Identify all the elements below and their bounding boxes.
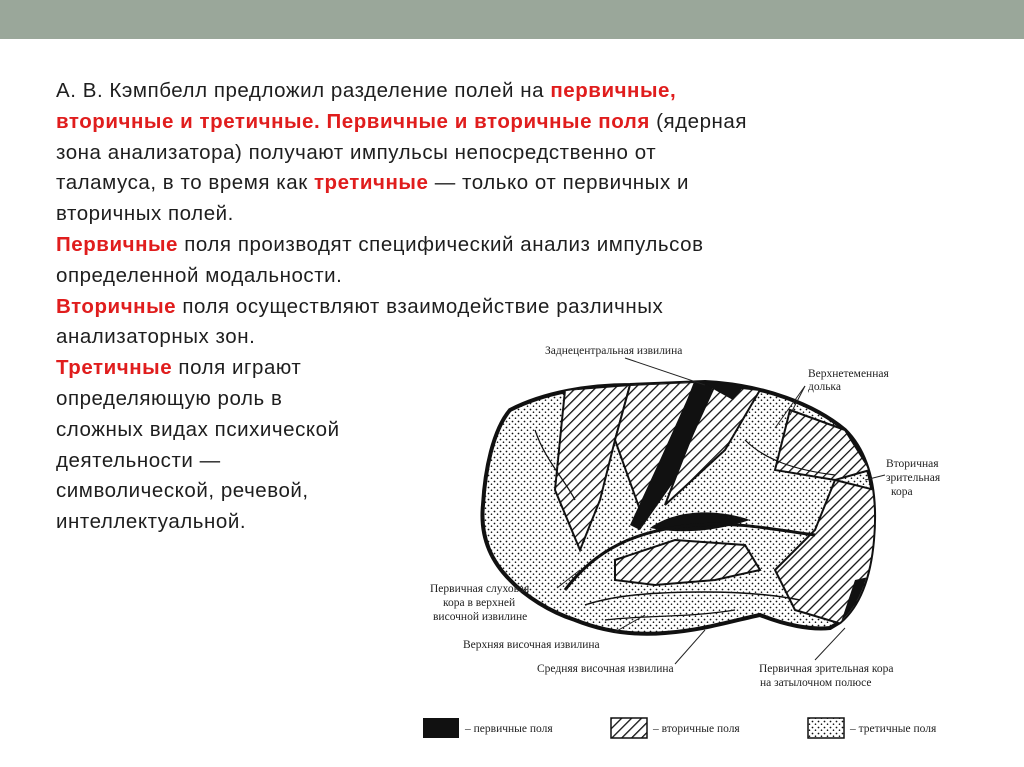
text-line-12: сложных видах психической [56, 417, 340, 441]
legend-label-tertiary: – третичные поля [850, 723, 937, 735]
text-plain: (ядерная [649, 109, 748, 133]
label-postcentral: Заднецентральная извилина [545, 345, 683, 357]
text-plain: А. В. Кэмпбелл предложил разделение полей на [56, 79, 551, 102]
brain-diagram [415, 330, 975, 750]
text-highlight: Третичные [56, 356, 173, 380]
text-plain: поля осуществляют взаимодействие различных [176, 294, 664, 318]
text-highlight: Первичные [56, 232, 179, 256]
label-prim-visual-1: Первичная зрительная кора [759, 663, 894, 675]
text-line-7: определенной модальности. [56, 263, 343, 287]
text-highlight: третичные [313, 171, 429, 195]
text-highlight: первичные, [550, 79, 677, 102]
text-line-15: интеллектуальной. [56, 510, 247, 534]
label-sup-temporal: Верхняя височная извилина [463, 639, 600, 651]
text-line-1 [56, 76, 956, 107]
text-plain: — только от первичных и [428, 171, 690, 195]
text-plain: поля производят специфический анализ импульсов [178, 232, 704, 256]
text-line-13: деятельности — [56, 448, 221, 472]
text-highlight: вторичные и третичные. Первичные и вторичные поля [56, 109, 650, 133]
text-plain: поля играют [172, 356, 302, 380]
text-line-3: зона анализатора) получают импульсы непосредственно от [56, 140, 657, 164]
text-line-9: анализаторных зон. [56, 325, 256, 349]
text-line-2 [56, 107, 956, 138]
label-sup-parietal-1: Верхнетеменная [808, 368, 889, 380]
label-sup-parietal-2: долька [808, 381, 841, 393]
text-line-5: вторичных полей. [56, 202, 234, 226]
text-line-4 [56, 168, 956, 199]
label-aud-1: Первичная слуховая [430, 583, 530, 595]
label-prim-visual-2: на затылочном полюсе [760, 677, 872, 689]
legend [423, 718, 937, 738]
text-plain: таламуса, в то время как [56, 171, 314, 195]
text-line-8 [56, 292, 956, 323]
text-line-6 [56, 230, 956, 261]
label-sec-visual-1: Вторичная [886, 458, 939, 470]
label-mid-temporal: Средняя височная извилина [537, 663, 674, 675]
text-line-11: определяющую роль в [56, 386, 283, 410]
label-aud-3: височной извилине [433, 611, 528, 623]
legend-swatch-primary [423, 718, 459, 738]
label-aud-2: кора в верхней [443, 597, 516, 609]
legend-label-secondary: – вторичные поля [653, 723, 740, 735]
label-sec-visual-2: зрительная [886, 472, 941, 484]
text-highlight: Вторичные [56, 294, 177, 318]
legend-swatch-secondary [611, 718, 647, 738]
text-line-14: символической, речевой, [56, 479, 309, 503]
legend-swatch-tertiary [808, 718, 844, 738]
slide-header-bar [0, 0, 1024, 39]
label-sec-visual-3: кора [891, 486, 913, 498]
legend-label-primary: – первичные поля [465, 723, 553, 735]
